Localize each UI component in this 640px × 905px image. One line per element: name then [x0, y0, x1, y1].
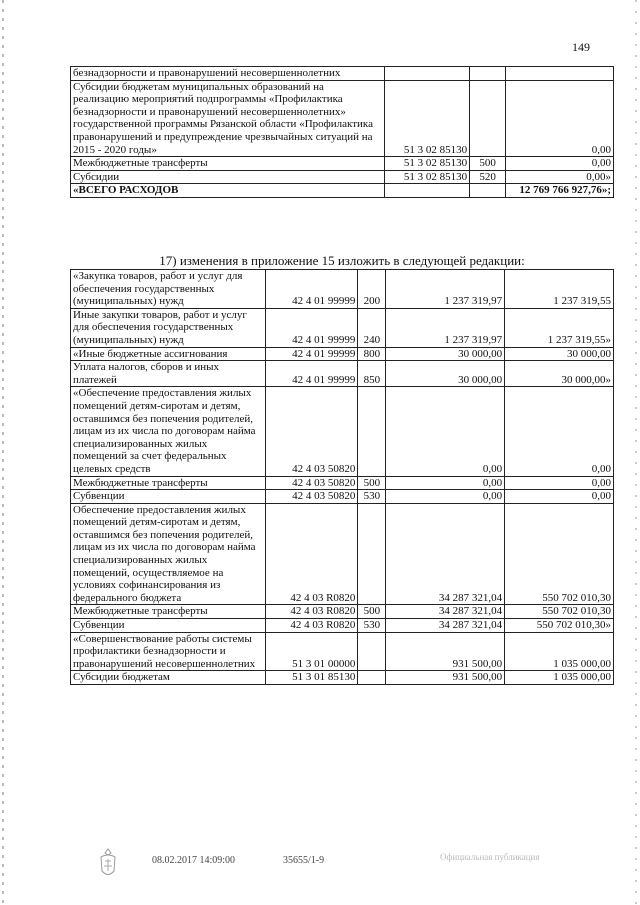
row-name: «Закупка товаров, работ и услуг для обеспечения государственных (муниципальных) нужд	[71, 270, 266, 309]
row-sum: 12 769 766 927,76»;	[506, 184, 614, 198]
row-code: 42 4 03 50820	[265, 387, 358, 476]
row-code: 51 3 01 85130	[265, 671, 358, 685]
row-sum-2: 1 035 000,00	[505, 632, 614, 671]
coat-of-arms-icon	[97, 847, 119, 881]
row-vr: 500	[470, 157, 506, 171]
row-code: 42 4 03 R0820	[265, 503, 358, 605]
row-vr: 500	[358, 476, 386, 490]
table-row	[71, 80, 614, 157]
row-vr: 520	[470, 170, 506, 184]
expenses-table-continuation	[70, 66, 614, 198]
row-sum-2: 0,00	[505, 490, 614, 504]
row-sum-1: 0,00	[386, 387, 505, 476]
row-sum-2: 550 702 010,30»	[505, 619, 614, 633]
row-name: Субвенции	[71, 490, 266, 504]
row-sum-1: 931 500,00	[386, 671, 505, 685]
row-name: Межбюджетные трансферты	[71, 605, 266, 619]
row-name: Обеспечение предоставления жилых помещений детям-сиротам и детям, оставшимся без попечения родителей, лицам из их числа по договорам найма специализированных жилых помещений, осуществляемое на условиях софинансирования из федерального бюджета	[71, 503, 266, 605]
row-vr: 500	[358, 605, 386, 619]
row-sum-2: 1 237 319,55»	[505, 308, 614, 347]
row-sum-1: 931 500,00	[386, 632, 505, 671]
row-vr	[358, 387, 386, 476]
table-row	[71, 270, 614, 309]
row-name: Межбюджетные трансферты	[71, 157, 385, 171]
table-row	[71, 184, 614, 198]
row-name: безнадзорности и правонарушений несовершеннолетних	[71, 67, 385, 81]
row-vr: 800	[358, 347, 386, 361]
row-code: 42 4 03 R0820	[265, 619, 358, 633]
row-code: 51 3 02 85130	[385, 80, 470, 157]
row-name: Субсидии бюджетам	[71, 671, 266, 685]
row-sum-2: 550 702 010,30	[505, 503, 614, 605]
row-code: 42 4 01 99999	[265, 347, 358, 361]
table-row	[71, 347, 614, 361]
row-sum-2: 1 035 000,00	[505, 671, 614, 685]
row-code: 42 4 03 50820	[265, 490, 358, 504]
row-vr: 530	[358, 490, 386, 504]
row-sum-1: 34 287 321,04	[386, 619, 505, 633]
table-row	[71, 490, 614, 504]
row-code: 42 4 03 R0820	[265, 605, 358, 619]
row-sum-1: 0,00	[386, 476, 505, 490]
scan-edge-left	[2, 0, 4, 905]
row-name: «Иные бюджетные ассигнования	[71, 347, 266, 361]
row-vr	[358, 632, 386, 671]
row-code	[385, 184, 470, 198]
row-code: 51 3 02 85130	[385, 170, 470, 184]
row-vr	[470, 80, 506, 157]
row-sum-2: 0,00	[505, 387, 614, 476]
row-code	[385, 67, 470, 81]
table-row	[71, 387, 614, 476]
table-row	[71, 605, 614, 619]
row-name: Субсидии бюджетам муниципальных образований на реализацию мероприятий подпрограммы «Профилактика безнадзорности и правонарушений несовершеннолетних» государственной программы Рязанской области «Профилактика правонарушений и предупреждение чрезвычайных ситуаций на 2015 - 2020 годы»	[71, 80, 385, 157]
row-sum-1: 34 287 321,04	[386, 503, 505, 605]
row-sum-1: 30 000,00	[386, 347, 505, 361]
row-code: 51 3 02 85130	[385, 157, 470, 171]
table-row	[71, 476, 614, 490]
row-vr: 200	[358, 270, 386, 309]
row-vr	[470, 67, 506, 81]
table-row	[71, 308, 614, 347]
section-heading: 17) изменения в приложение 15 изложить в следующей редакции:	[159, 253, 525, 268]
table-row	[71, 503, 614, 605]
row-code: 42 4 01 99999	[265, 270, 358, 309]
row-vr	[470, 184, 506, 198]
row-sum	[506, 67, 614, 81]
row-sum-1: 0,00	[386, 490, 505, 504]
row-sum-1: 1 237 319,97	[386, 308, 505, 347]
appendix-15-table	[70, 269, 614, 685]
row-sum-2: 30 000,00	[505, 347, 614, 361]
row-name: Межбюджетные трансферты	[71, 476, 266, 490]
table-row	[71, 671, 614, 685]
row-sum-2: 550 702 010,30	[505, 605, 614, 619]
row-sum: 0,00»	[506, 170, 614, 184]
row-sum-1: 34 287 321,04	[386, 605, 505, 619]
row-name: «Совершенствование работы системы профилактики безнадзорности и правонарушений несовершеннолетних	[71, 632, 266, 671]
table-row	[71, 157, 614, 171]
row-sum-2: 1 237 319,55	[505, 270, 614, 309]
row-name: «ВСЕГО РАСХОДОВ	[71, 184, 385, 198]
row-sum: 0,00	[506, 80, 614, 157]
row-code: 42 4 01 99999	[265, 308, 358, 347]
scan-edge-right	[635, 0, 637, 905]
table-row	[71, 67, 614, 81]
row-sum: 0,00	[506, 157, 614, 171]
table-row	[71, 170, 614, 184]
table-row	[71, 632, 614, 671]
row-vr	[358, 671, 386, 685]
row-name: Субсидии	[71, 170, 385, 184]
row-vr: 850	[358, 361, 386, 387]
row-name: Уплата налогов, сборов и иных платежей	[71, 361, 266, 387]
page-number: 149	[572, 40, 590, 54]
table-row	[71, 361, 614, 387]
row-name: «Обеспечение предоставления жилых помещений детям-сиротам и детям, оставшимся без попечения родителей, лицам из их числа по договорам найма специализированных жилых помещений за счет федеральных целевых средств	[71, 387, 266, 476]
row-sum-1: 30 000,00	[386, 361, 505, 387]
row-code: 42 4 01 99999	[265, 361, 358, 387]
row-vr	[358, 503, 386, 605]
row-sum-1: 1 237 319,97	[386, 270, 505, 309]
row-name: Иные закупки товаров, работ и услуг для обеспечения государственных (муниципальных) нужд	[71, 308, 266, 347]
publication-stamp: Официальная публикация	[440, 852, 540, 862]
row-code: 51 3 01 00000	[265, 632, 358, 671]
row-sum-2: 0,00	[505, 476, 614, 490]
footer-doc-id: 35655/1-9	[283, 855, 325, 866]
row-sum-2: 30 000,00»	[505, 361, 614, 387]
row-name: Субвенции	[71, 619, 266, 633]
row-vr: 240	[358, 308, 386, 347]
row-code: 42 4 03 50820	[265, 476, 358, 490]
table-row	[71, 619, 614, 633]
footer-datetime: 08.02.2017 14:09:00	[152, 855, 236, 866]
row-vr: 530	[358, 619, 386, 633]
